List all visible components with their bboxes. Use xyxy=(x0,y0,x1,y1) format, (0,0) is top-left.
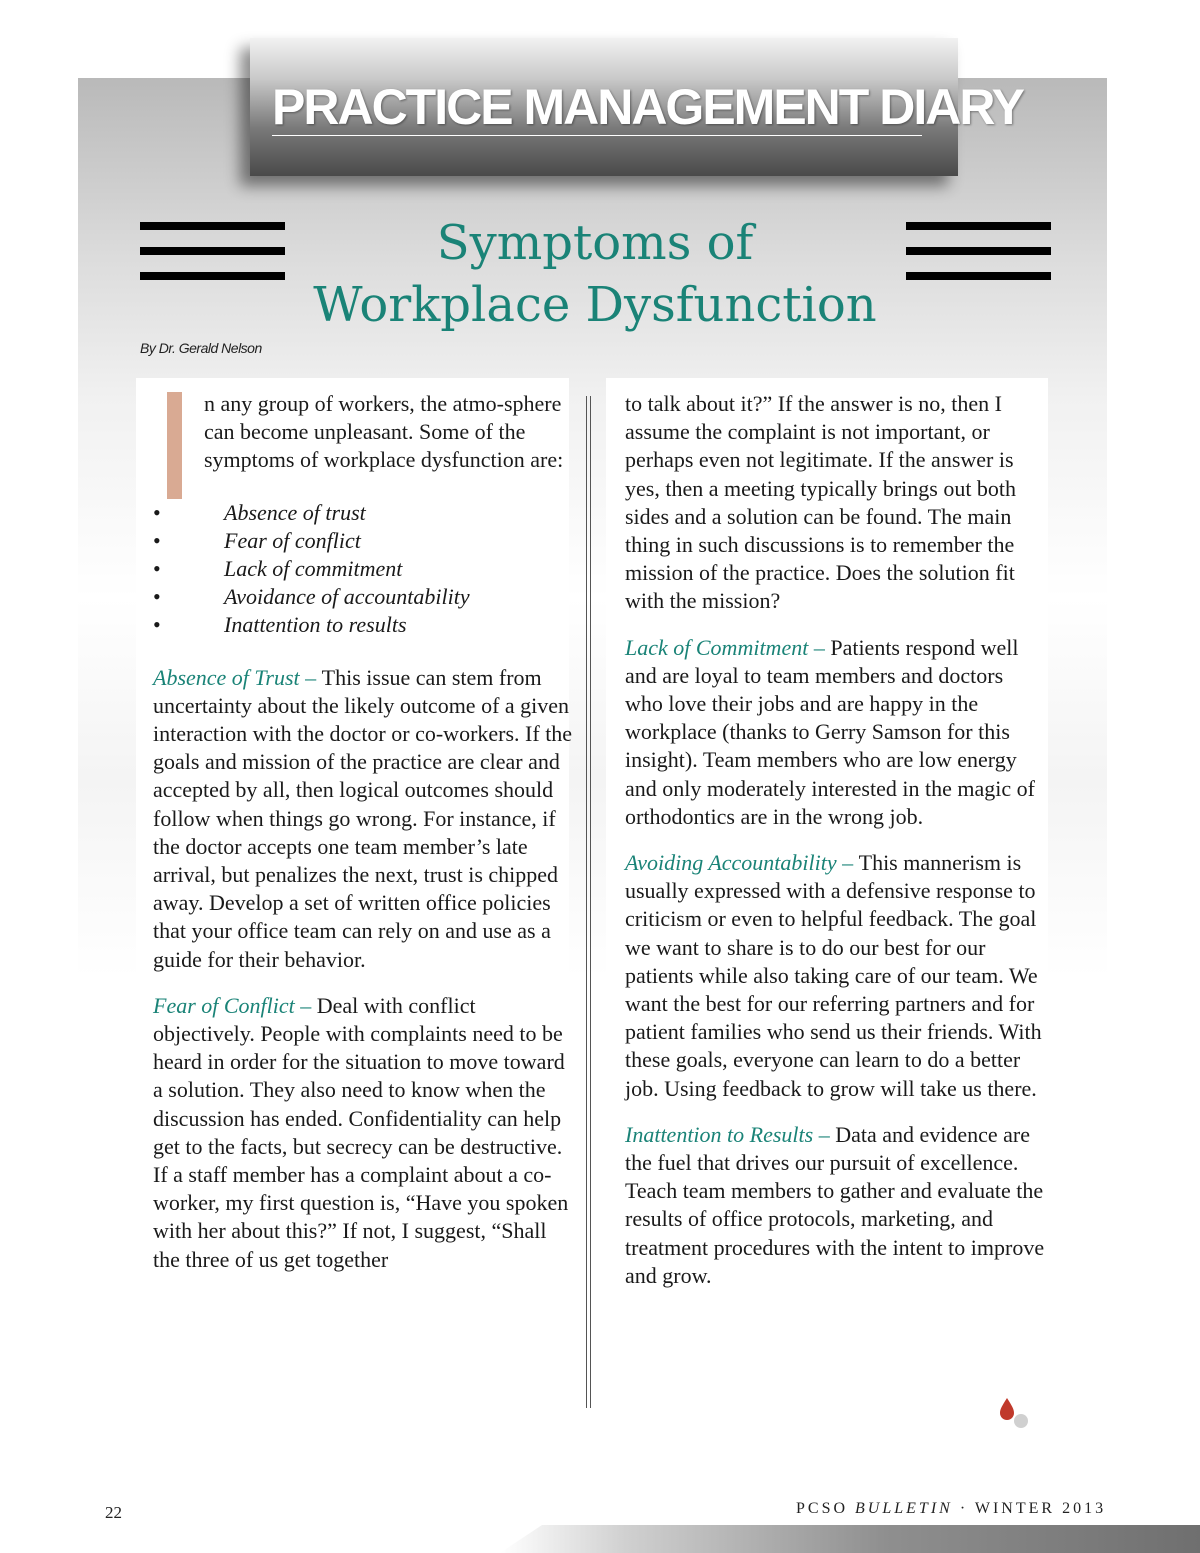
continuation-paragraph: to talk about it?” If the answer is no, then I assume the complaint is not important, or perhaps even not legitimate. If the answer is yes, then a meeting typically brings out both sides and a solution can be found. The main thing in such discussions is to remember the mission of the practice. Does the solution fit with the mission? xyxy=(625,391,1017,614)
trust-paragraph xyxy=(153,664,573,974)
conflict-body: Deal with conflict objectively. People with complaints need to be heard in order for the situation to move toward a solution. They also need to know when the discussion has ended. Confidentiality can help get to the facts, but secrecy can be destructive. If a staff member has a complaint about a co-worker, my first question is, “Have you spoken with her about this?” If not, I suggest, “Shall the three of us get together xyxy=(153,992,569,1272)
left-column xyxy=(153,390,573,1292)
list-item-text: Lack of commitment xyxy=(224,556,403,582)
column-divider xyxy=(586,396,591,1408)
article-title-line-2: Workplace Dysfunction xyxy=(313,277,877,333)
accountability-lead: Avoiding Accountability – xyxy=(625,850,859,876)
accountability-body: This mannerism is usually expressed with a defensive response to criticism or even to helpful feedback. The goal we want to share is to do our best for our patients while also taking care of our team. We want the best for our referring partners and for patient families who send us their friends. With these goals, everyone can learn to do a better job. Using feedback to grow will take us there. xyxy=(625,850,1042,1101)
page-number: 22 xyxy=(105,1503,122,1522)
list-item-text: Inattention to results xyxy=(224,612,407,638)
drop-icon xyxy=(996,1394,1036,1438)
commitment-paragraph xyxy=(625,634,1045,831)
results-body: Data and evidence are the fuel that drives our pursuit of excellence. Teach team members to gather and evaluate the results of office protocols, marketing, and treatment procedures with the intent to improve and grow. xyxy=(625,1121,1045,1288)
footer-separator: · xyxy=(959,1500,969,1517)
byline: By Dr. Gerald Nelson xyxy=(140,340,262,356)
list-item xyxy=(153,611,573,639)
list-item xyxy=(153,527,573,555)
bullet-icon: • xyxy=(153,527,161,553)
bullet-icon: • xyxy=(153,556,161,582)
list-item xyxy=(153,499,573,527)
article-title-line-1: Symptoms of xyxy=(436,215,754,271)
trust-body: This issue can stem from uncertainty about the likely outcome of a given interaction with the doctor or co-workers. If the goals and mission of the practice are clear and accepted by all, then logical outcomes should follow when things go wrong. For instance, if the doctor accepts one team member’s late arrival, but penalizes the next, trust is chipped away. Develop a set of written office policies that your office team can rely on and use as a guide for their behavior. xyxy=(153,664,573,972)
conflict-lead: Fear of Conflict – xyxy=(153,992,317,1018)
bullet-icon: • xyxy=(153,612,161,638)
decorative-bars-left xyxy=(140,222,285,282)
publication-bulletin: BULLETIN xyxy=(855,1500,953,1517)
list-item-text: Avoidance of accountability xyxy=(224,584,470,610)
article-title xyxy=(300,212,890,336)
accountability-paragraph xyxy=(625,849,1045,1103)
bullet-icon: • xyxy=(153,584,161,610)
intro-paragraph: n any group of workers, the atmo-sphere can become unpleasant. Some of the symptoms of workplace dysfunction are: xyxy=(204,391,564,473)
list-item xyxy=(153,555,573,583)
publication-footer xyxy=(796,1500,1106,1518)
publication-name: PCSO xyxy=(796,1500,849,1517)
commitment-body: Patients respond well and are loyal to team members and doctors who love their jobs and are happy in the workplace (thanks to Gerry Samson for this insight). Team members who are low energy and only moderately interested in the magic of orthodontics are in the wrong job. xyxy=(625,634,1035,829)
trust-lead: Absence of Trust – xyxy=(153,664,322,690)
list-item xyxy=(153,583,573,611)
list-item-text: Absence of trust xyxy=(224,499,366,525)
symptom-list xyxy=(153,499,573,640)
right-column xyxy=(625,390,1045,1308)
section-title: PRACTICE MANAGEMENT DIARY xyxy=(272,79,1023,135)
bullet-icon: • xyxy=(153,499,161,525)
decorative-bars-right xyxy=(906,222,1051,282)
footer-gradient-bar xyxy=(500,1525,1200,1553)
results-lead: Inattention to Results – xyxy=(625,1121,836,1147)
conflict-paragraph xyxy=(153,992,573,1274)
publication-issue: WINTER 2013 xyxy=(974,1500,1107,1517)
results-paragraph xyxy=(625,1121,1045,1290)
commitment-lead: Lack of Commitment – xyxy=(625,634,831,660)
list-item-text: Fear of conflict xyxy=(224,527,361,553)
